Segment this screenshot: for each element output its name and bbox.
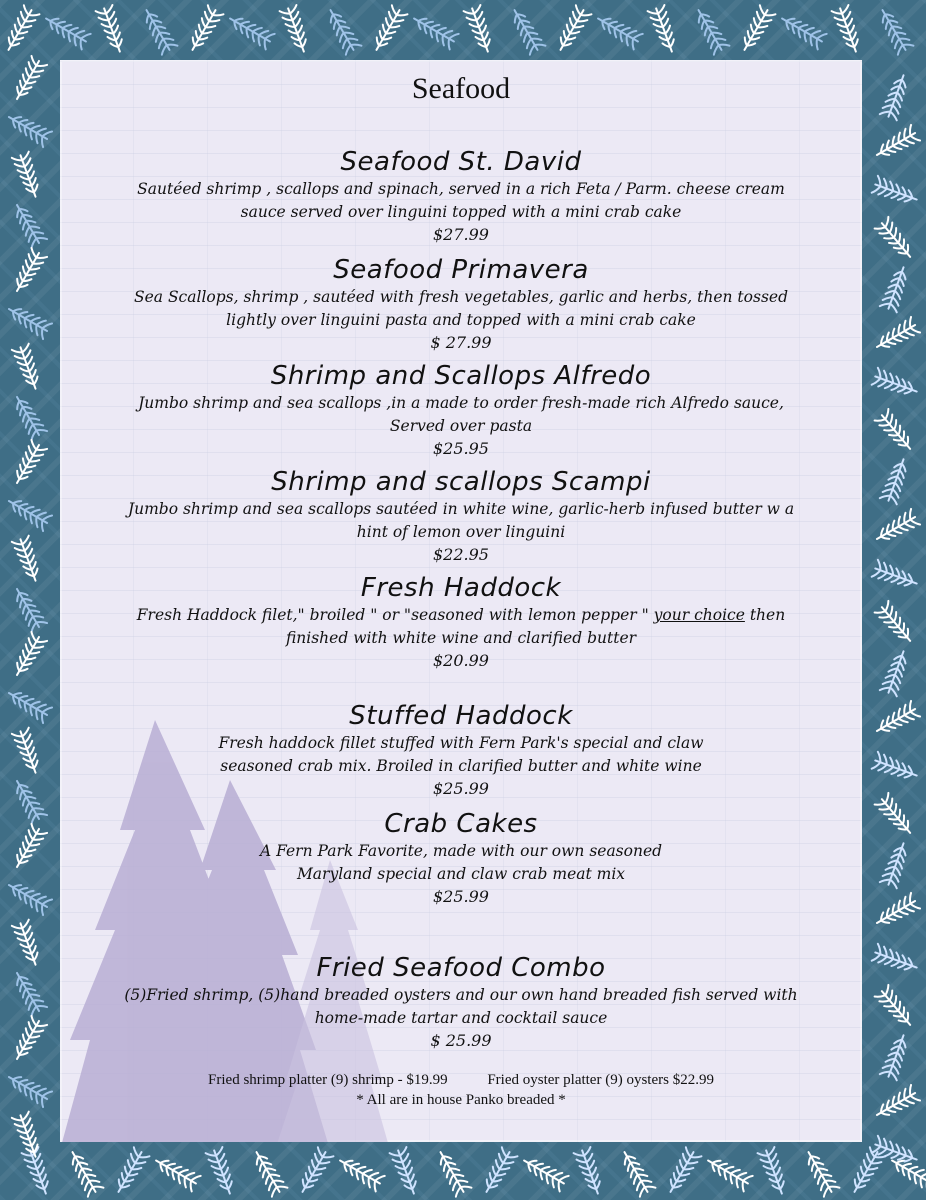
item-description-text: then — [744, 606, 786, 624]
fern-leaf-icon — [139, 6, 178, 55]
panko-note: * All are in house Panko breaded * — [356, 1092, 566, 1108]
oyster-platter-price: Fried oyster platter (9) oysters $22.99 — [487, 1072, 714, 1088]
fern-leaf-icon — [9, 776, 47, 824]
item-description: (5)Fried shrimp, (5)hand breaded oysters and our own hand breaded fish served with — [124, 986, 798, 1004]
fern-leaf-icon — [801, 1148, 840, 1197]
item-name: Seafood St. David — [340, 147, 582, 177]
item-name: Shrimp and Scallops Alfredo — [270, 361, 652, 391]
menu-item — [100, 254, 822, 354]
item-description: Served over pasta — [389, 417, 533, 435]
fern-leaf-icon — [65, 1148, 104, 1197]
fern-leaf-icon — [111, 1147, 150, 1196]
fern-leaf-icon — [12, 344, 44, 392]
fern-leaf-icon — [206, 1147, 239, 1197]
section-title: Seafood — [411, 72, 511, 105]
fern-leaf-icon — [464, 5, 497, 55]
item-price: $20.99 — [433, 651, 489, 670]
item-description: home-made tartar and cocktail sauce — [314, 1009, 608, 1027]
fern-leaf-icon — [553, 5, 592, 54]
fern-leaf-icon — [323, 6, 362, 55]
fern-leaf-icon — [574, 1147, 607, 1197]
fern-leaf-icon — [4, 301, 52, 339]
item-price: $ 25.99 — [430, 1031, 492, 1050]
item-description: Sea Scallops, shrimp , sautéed with fresh vegetables, garlic and herbs, then tossed — [133, 288, 788, 306]
fern-leaf-icon — [663, 1147, 702, 1196]
item-price: $25.95 — [433, 439, 489, 458]
fern-leaf-icon — [249, 1148, 288, 1197]
fern-leaf-icon — [872, 752, 920, 784]
menu-item — [100, 146, 822, 246]
item-description: sauce served over linguini topped with a mini crab cake — [240, 203, 682, 221]
fern-leaf-icon — [594, 11, 643, 50]
fern-leaf-icon — [9, 632, 47, 680]
menu-content — [60, 60, 862, 1142]
fern-leaf-icon — [880, 72, 912, 120]
fern-leaf-icon — [12, 920, 44, 968]
fern-leaf-icon — [4, 685, 52, 723]
fern-leaf-icon — [433, 1148, 472, 1197]
fern-leaf-icon — [648, 5, 681, 55]
fern-leaf-icon — [737, 5, 776, 54]
fern-leaf-icon — [778, 11, 827, 50]
fern-leaf-icon — [832, 5, 865, 55]
fern-leaf-icon — [888, 1153, 926, 1192]
fern-leaf-icon — [9, 1016, 47, 1064]
item-description: Maryland special and claw crab meat mix — [296, 865, 626, 883]
platter-prices — [60, 1072, 862, 1089]
fern-leaf-icon — [872, 509, 920, 547]
fern-leaf-icon — [4, 1069, 52, 1107]
menu-item — [100, 952, 822, 1052]
fern-leaf-icon — [872, 893, 920, 931]
fern-leaf-icon — [875, 601, 917, 647]
item-name: Fried Seafood Combo — [316, 953, 606, 983]
fern-leaf-icon — [280, 5, 313, 55]
fern-leaf-icon — [880, 456, 912, 504]
fern-leaf-icon — [410, 11, 459, 50]
fern-leaf-icon — [96, 5, 129, 55]
item-description: Sautéed shrimp , scallops and spinach, served in a rich Feta / Parm. cheese cream — [137, 180, 785, 198]
fern-leaf-icon — [9, 200, 47, 248]
menu-item — [100, 700, 822, 800]
fern-leaf-icon — [9, 968, 47, 1016]
fern-leaf-icon — [42, 11, 91, 50]
fern-leaf-icon — [9, 248, 47, 296]
fern-leaf-icon — [9, 584, 47, 632]
fern-leaf-icon — [691, 6, 730, 55]
fern-leaf-icon — [12, 536, 44, 584]
fern-leaf-icon — [872, 176, 920, 208]
fern-leaf-icon — [336, 1153, 385, 1192]
fern-leaf-icon — [872, 560, 920, 592]
item-name: Stuffed Haddock — [349, 701, 573, 731]
item-description: Fresh haddock fillet stuffed with Fern Park's special and claw — [218, 734, 704, 752]
menu-item — [100, 572, 822, 672]
item-name: Crab Cakes — [384, 809, 538, 839]
fern-leaf-icon — [872, 317, 920, 355]
fern-leaf-icon — [295, 1147, 334, 1196]
item-description: lightly over linguini pasta and topped with a mini crab cake — [226, 311, 696, 329]
shrimp-platter-price: Fried shrimp platter (9) shrimp - $19.99 — [208, 1072, 448, 1088]
fern-leaf-icon — [520, 1153, 569, 1192]
fern-leaf-icon — [880, 264, 912, 312]
fern-leaf-icon — [9, 56, 47, 104]
fern-leaf-icon — [9, 392, 47, 440]
fern-leaf-icon — [872, 701, 920, 739]
fern-leaf-icon — [369, 5, 408, 54]
menu-item — [100, 360, 822, 460]
item-price: $27.99 — [433, 225, 489, 244]
item-description: Jumbo shrimp and sea scallops sautéed in white wine, garlic-herb infused butter w a — [127, 500, 795, 518]
menu-item — [100, 466, 822, 566]
fern-leaf-icon — [185, 5, 224, 54]
fern-leaf-icon — [22, 1147, 55, 1197]
fern-leaf-icon — [9, 440, 47, 488]
item-description-text: Fresh Haddock filet," broiled " or "seasoned with lemon pepper " — [136, 606, 654, 624]
fern-leaf-icon — [875, 6, 914, 55]
fern-leaf-icon — [872, 1085, 920, 1123]
fern-leaf-icon — [507, 6, 546, 55]
menu-panel — [60, 60, 862, 1142]
fern-leaf-icon — [12, 1112, 44, 1160]
fern-leaf-icon — [704, 1153, 753, 1192]
fern-leaf-icon — [12, 152, 44, 200]
item-price: $ 27.99 — [430, 333, 492, 352]
item-description — [100, 604, 822, 627]
fern-leaf-icon — [4, 877, 52, 915]
fern-leaf-icon — [479, 1147, 518, 1196]
fern-leaf-icon — [12, 728, 44, 776]
fern-leaf-icon — [872, 125, 920, 163]
fern-leaf-icon — [4, 109, 52, 147]
item-description: finished with white wine and clarified butter — [285, 629, 637, 647]
fern-leaf-icon — [880, 840, 912, 888]
item-price: $25.99 — [433, 779, 489, 798]
fern-leaf-icon — [152, 1153, 201, 1192]
fern-leaf-icon — [872, 944, 920, 976]
item-name: Shrimp and scallops Scampi — [271, 467, 651, 497]
fern-leaf-icon — [758, 1147, 791, 1197]
fern-leaf-icon — [875, 793, 917, 839]
item-description: Jumbo shrimp and sea scallops ,in a made to order fresh-made rich Alfredo sauce, — [138, 394, 784, 412]
item-description: A Fern Park Favorite, made with our own seasoned — [259, 842, 663, 860]
item-description: hint of lemon over linguini — [356, 523, 566, 541]
item-name: Seafood Primavera — [333, 255, 589, 285]
fern-leaf-icon — [9, 824, 47, 872]
menu-item — [100, 808, 822, 908]
fern-leaf-icon — [226, 11, 275, 50]
fern-leaf-icon — [875, 217, 917, 263]
fern-leaf-icon — [1, 5, 40, 54]
fern-leaf-icon — [617, 1148, 656, 1197]
item-name: Fresh Haddock — [360, 573, 562, 603]
fern-leaf-icon — [875, 985, 917, 1031]
fern-leaf-icon — [872, 368, 920, 400]
item-description: seasoned crab mix. Broiled in clarified butter and white wine — [220, 757, 702, 775]
fern-leaf-icon — [880, 1032, 912, 1080]
item-price: $25.99 — [433, 887, 489, 906]
fern-leaf-icon — [4, 493, 52, 531]
fern-leaf-icon — [875, 409, 917, 455]
your-choice-text: your choice — [653, 606, 745, 624]
fern-leaf-icon — [390, 1147, 423, 1197]
item-price: $22.95 — [433, 545, 489, 564]
fern-leaf-icon — [880, 648, 912, 696]
